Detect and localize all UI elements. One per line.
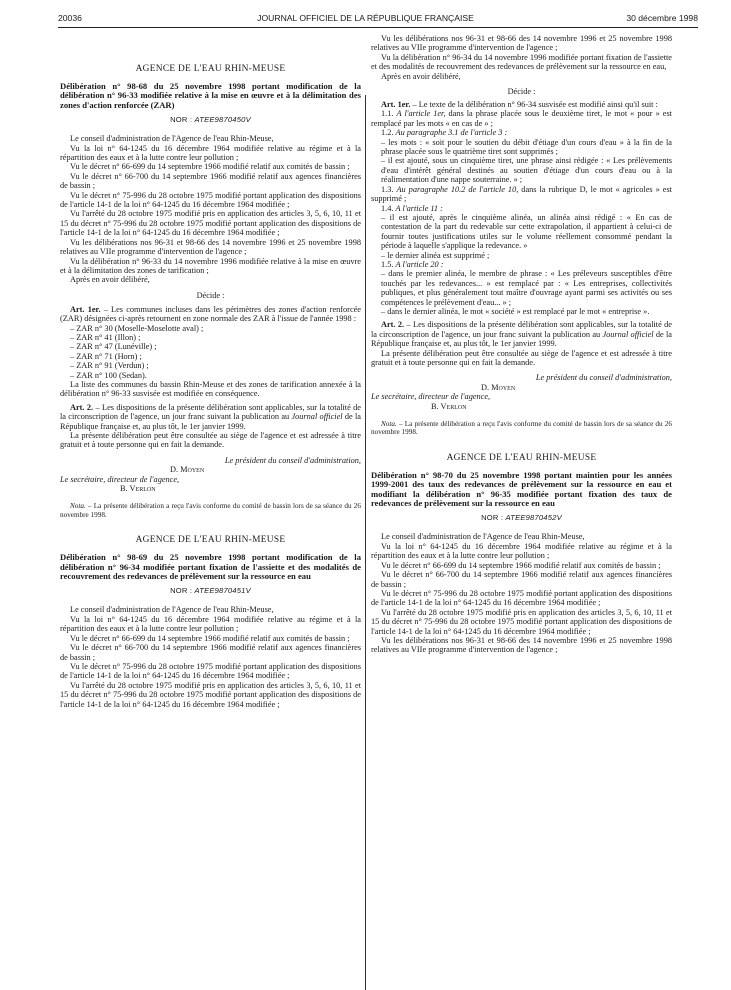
preamble-line: Après en avoir délibéré, xyxy=(70,275,150,285)
deliberation-title: Délibération n° 98-70 du 25 novembre 1998 portant maintien pour les années 1999-2001 des taux des redevances de prélèvement sur la ressource en eau et modifiant la délibération n° 96-35 modifiée portant fixation des taux de redevances de prélèvement sur la ressource en eau xyxy=(371,469,672,509)
deliberation-98-70 xyxy=(371,453,672,655)
page-number: 20036 xyxy=(58,13,82,23)
list-item: – ZAR n° 71 (Horn) ; xyxy=(70,351,142,361)
preamble-line: Vu les délibérations nos 96-31 et 98-66 des 14 novembre 1996 et 25 novembre 1998 relatives au VIIe programme d'intervention de l'agence ; xyxy=(371,635,672,655)
list-item: – ZAR n° 47 (Lunéville) ; xyxy=(70,342,157,352)
preamble-line: Vu le décret n° 66-699 du 14 septembre 1966 modifié relatif aux comités de bassin ; xyxy=(70,162,350,172)
secretary-name: B. Verlon xyxy=(120,484,156,494)
preamble-line: Vu la délibération n° 96-34 du 14 novembre 1996 modifiée portant fixation de l'assiette et des modalités de recouvrement des redevances de prélèvement sur la ressource en eau, xyxy=(371,52,672,72)
preamble-line: Vu le décret n° 66-700 du 14 septembre 1966 modifié relatif aux agences financières de bassin ; xyxy=(60,643,361,662)
preamble-line: Le conseil d'administration de l'Agence de l'eau Rhin-Meuse, xyxy=(381,532,585,542)
header-rule xyxy=(58,27,698,28)
list-item: – ZAR n° 91 (Verdun) ; xyxy=(70,361,149,371)
list-item: – les mots : « soit pour le soutien du débit d'étiage d'un cours d'eau » à la fin de la phrase placée sous le quatrième tiret sont supprimés ; xyxy=(381,137,672,157)
secretary-title: Le secrétaire, directeur de l'agence, xyxy=(60,474,180,484)
article-1: Art. 1er. – Le texte de la délibération n° 96-34 susvisée est modifié ainsi qu'il suit : xyxy=(381,100,658,110)
president-title: Le président du conseil d'administration, xyxy=(535,373,672,383)
journal-title: JOURNAL OFFICIEL DE LA RÉPUBLIQUE FRANÇAISE xyxy=(257,13,474,23)
preamble-line: Le conseil d'administration de l'Agence de l'eau Rhin-Meuse, xyxy=(70,605,274,615)
nor-code: ATEE9870452V xyxy=(505,513,562,523)
preamble-line: Vu la loi n° 64-1245 du 16 décembre 1964 modifiée relative au régime et à la répartition des eaux et à la lutte contre leur pollution ; xyxy=(371,541,672,561)
preamble-line: Vu la loi n° 64-1245 du 16 décembre 1964 modifiée relative au régime et à la répartition des eaux et à la lutte contre leur pollution ; xyxy=(60,143,361,163)
preamble-line: Vu le décret n° 66-700 du 14 septembre 1966 modifié relatif aux agences financières de bassin ; xyxy=(371,570,672,589)
preamble-line: Vu la loi n° 64-1245 du 16 décembre 1964 modifiée relative au régime et à la répartition des eaux et à la lutte contre leur pollution ; xyxy=(60,614,361,634)
list-item: – il est ajouté, sous un cinquième tiret, une phrase ainsi rédigée : « Les prélèvements d'eau d'intérêt général destinés au soutien d'étiage d'un cours d'eau ou à la réalimentation d'une nappe souterraine. » ; xyxy=(381,156,672,185)
agency-heading: AGENCE DE L'EAU RHIN-MEUSE xyxy=(446,452,597,463)
decide-heading: Décide : xyxy=(507,87,536,97)
preamble-line: Vu le décret n° 75-996 du 28 octobre 1975 modifié portant application des dispositions de l'article 14-1 de la loi n° 64-1245 du 16 décembre 1964 modifiée ; xyxy=(371,588,672,608)
article-label: Art. 1er. xyxy=(381,100,411,110)
preamble-line: Vu les délibérations nos 96-31 et 98-66 des 14 novembre 1996 et 25 novembre 1998 relatives au VIIe programme d'intervention de l'agence ; xyxy=(371,34,672,53)
deliberation-98-68 xyxy=(60,64,361,519)
preamble-line: Vu le décret n° 75-996 du 28 octobre 1975 modifié portant application des dispositions de l'article 14-1 de la loi n° 64-1245 du 16 décembre 1964 modifiée ; xyxy=(60,661,361,681)
president-name: D. Moyen xyxy=(481,382,516,392)
article-label: Art. 1er. xyxy=(70,304,101,314)
list-item: – ZAR n° 100 (Sedan). xyxy=(70,370,147,380)
article-label: Art. 2. xyxy=(70,402,94,412)
nor-reference: NOR : ATEE9870451V xyxy=(170,586,251,596)
secretary-name: B. Verlon xyxy=(431,401,467,411)
nor-label: NOR : xyxy=(170,115,193,125)
subsection-1-3: 1.3. Au paragraphe 10.2 de l'article 10, dans la rubrique D, le mot « agricoles » est supprimé ; xyxy=(371,184,672,204)
nota: Nota. – La présente délibération a reçu l'avis conforme du comité de bassin lors de sa séance du 26 novembre 1998. xyxy=(60,502,361,519)
preamble-line: Le conseil d'administration de l'Agence de l'eau Rhin-Meuse, xyxy=(70,134,274,144)
subsection-1-4: 1.4. A l'article 11 : xyxy=(381,203,443,213)
list-item: – le dernier alinéa est supprimé ; xyxy=(381,250,490,260)
nor-reference xyxy=(60,115,361,124)
preamble xyxy=(371,532,672,654)
zar-list xyxy=(60,324,361,380)
issue-date: 30 décembre 1998 xyxy=(626,13,698,23)
list-item: – dans le dernier alinéa, le mot « société » est remplacé par le mot « entreprise ». xyxy=(381,306,650,316)
preamble-line: Vu le décret n° 66-699 du 14 septembre 1966 modifié relatif aux comités de bassin ; xyxy=(381,560,661,570)
list-item: – dans le premier alinéa, le membre de phrase : « Les préleveurs susceptibles d'être touchés par les redevances... » est remplacé par : « Les entreprises, collectivités publiques, et plus généralement tout maître d'ouvrage ayant parmi ses activités ou ses compétences le prélèvement d'eau... » ; xyxy=(381,269,672,307)
right-column xyxy=(371,34,672,655)
preamble xyxy=(60,134,361,285)
subsection-1-1: 1.1. A l'article 1er, dans la phrase placée sous le deuxième tiret, le mot « pour » est remplacé par les mots « en cas de » ; xyxy=(371,109,672,128)
article-1: Art. 1er. – Les communes incluses dans les périmètres des zones d'action renforcée (ZAR) désignées ci-après retournent en zone normale des ZAR à l'issue de l'année 1998 : xyxy=(60,304,361,324)
decide-heading: Décide : xyxy=(196,290,225,300)
nor-code: ATEE9870451V xyxy=(194,586,251,596)
secretary-title: Le secrétaire, directeur de l'agence, xyxy=(371,392,491,402)
preamble-line: Vu l'arrêté du 28 octobre 1975 modifié pris en application des articles 3, 5, 6, 10, 11 et 15 du décret n° 75-996 du 28 octobre 1975 modifié portant application des dispositions de l'article 14-1 de la loi n° 64-1245 du 16 décembre 1964 modifiée ; xyxy=(60,680,361,709)
preamble-line: Vu les délibérations nos 96-31 et 98-66 des 14 novembre 1996 et 25 novembre 1998 relatives au VIIe programme d'intervention de l'agence ; xyxy=(60,237,361,257)
list-item: – ZAR n° 41 (Illon) ; xyxy=(70,332,141,342)
deliberation-title: Délibération n° 98-69 du 25 novembre 1998 portant modification de la délibération n° 96-34 modifiée portant fixation de l'assiette et des modalités de recouvrement des redevances de prélèvement sur la ressource en eau xyxy=(60,552,361,582)
preamble-line: Vu le décret n° 75-996 du 28 octobre 1975 modifié portant application des dispositions de l'article 14-1 de la loi n° 64-1245 du 16 décembre 1964 modifiée ; xyxy=(60,190,361,210)
preamble-line: Vu le décret n° 66-699 du 14 septembre 1966 modifié relatif aux comités de bassin ; xyxy=(70,633,350,643)
agency-heading: AGENCE DE L'EAU RHIN-MEUSE xyxy=(135,64,286,74)
list-item: – il est ajouté, après le cinquième alinéa, un alinéa ainsi rédigé : « En cas de contestation de la part du redevable sur cette extrapolation, il appartient à celui-ci de fournir toutes justifications utiles sur le volume réellement consommé pendant la période à laquelle s'applique la redevance. » xyxy=(381,212,672,251)
preamble-line: Vu l'arrêté du 28 octobre 1975 modifié pris en application des articles 3, 5, 6, 10, 11 et 15 du décret n° 75-996 du 28 octobre 1975 modifié portant application des dispositions de l'article 14-1 de la loi n° 64-1245 du 16 décembre 1964 modifiée ; xyxy=(371,607,672,636)
list-item: – ZAR n° 30 (Moselle-Moselotte aval) ; xyxy=(70,323,204,333)
running-header xyxy=(0,0,731,30)
article-2: Art. 2. – Les dispositions de la présente délibération sont applicables, sur la totalité de la circonscription de l'agence, un jour franc suivant la publication au Journal officiel de la République française et, au plus tôt, le 1er janvier 1999. xyxy=(60,402,361,431)
preamble-line: Après en avoir délibéré, xyxy=(381,71,461,81)
article-2: Art. 2. – Les dispositions de la présente délibération sont applicables, sur la totalité de la circonscription de l'agence, un jour franc suivant la publication au Journal officiel de la République française et, au plus tôt, le 1er janvier 1999. xyxy=(371,320,672,349)
nota: Nota. – La présente délibération a reçu l'avis conforme du comité de bassin lors de sa séance du 26 novembre 1998. xyxy=(371,420,672,437)
agency-heading: AGENCE DE L'EAU RHIN-MEUSE xyxy=(135,535,286,546)
nor-code: ATEE9870450V xyxy=(194,115,251,125)
deliberation-98-69-continued xyxy=(371,34,672,437)
president-title: Le président du conseil d'administration, xyxy=(224,455,361,465)
preamble xyxy=(60,605,361,708)
deliberation-98-69 xyxy=(60,535,361,709)
nor-reference: NOR : ATEE9870452V xyxy=(481,513,562,523)
left-column xyxy=(60,34,361,709)
consultation-clause: La présente délibération peut être consultée au siège de l'agence et est adressée à titre gratuit et à toute personne qui en fait la demande. xyxy=(371,348,672,367)
article-label: Art. 2. xyxy=(381,320,405,330)
preamble-line: Vu la délibération n° 96-33 du 14 novembre 1996 modifiée relative à la mise en œuvre et à la délimitation des zones de tarification ; xyxy=(60,256,361,275)
deliberation-title: Délibération n° 98-68 du 25 novembre 1998 portant modification de la délibération n° 96-33 modifiée relative à la mise en œuvre et à la délimitation des zones d'action renforcée (ZAR) xyxy=(60,81,361,110)
subsection-1-5: 1.5. A l'article 20 : xyxy=(381,259,444,269)
president-name: D. Moyen xyxy=(170,465,205,475)
subsection-1-2: 1.2. Au paragraphe 3.1 de l'article 3 : xyxy=(381,128,508,138)
preamble-line: Vu l'arrêté du 28 octobre 1975 modifié pris en application des articles 3, 5, 6, 10, 11 et 15 du décret n° 75-996 du 28 octobre 1975 modifié portant application des dispositions de l'article 14-1 de la loi n° 64-1245 du 16 décembre 1964 modifiée ; xyxy=(60,209,361,238)
preamble-line: Vu le décret n° 66-700 du 14 septembre 1966 modifié relatif aux agences financières de bassin ; xyxy=(60,171,361,191)
consultation-clause: La présente délibération peut être consultée au siège de l'agence et est adressée à titre gratuit et à toute personne qui en fait la demande. xyxy=(60,431,361,450)
column-divider xyxy=(365,95,366,990)
list-amendment: La liste des communes du bassin Rhin-Meuse et des zones de tarification annexée à la délibération n° 96-33 susvisée est modifiée en conséquence. xyxy=(60,379,361,399)
